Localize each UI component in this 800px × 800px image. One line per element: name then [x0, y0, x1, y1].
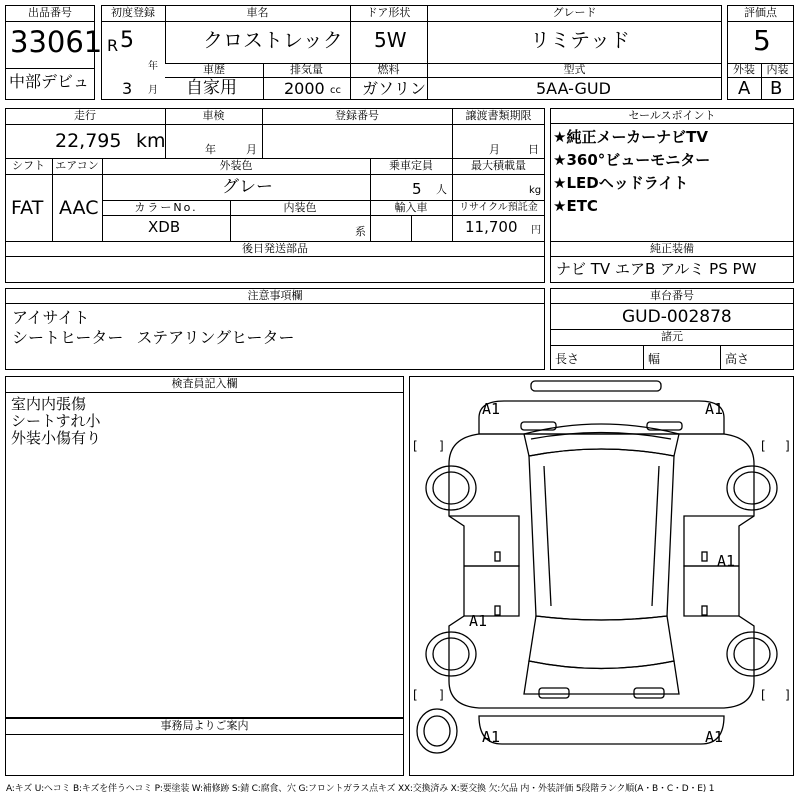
sales-point-3: ★LEDヘッドライト [553, 174, 689, 192]
mark-right-front-door: A1 [717, 552, 736, 570]
mark-rear-left: A1 [482, 728, 501, 746]
capacity-unit: 人 [436, 183, 447, 196]
era-label: R [107, 36, 119, 55]
svg-text:[: [ [413, 688, 418, 702]
transfer-day-unit: 日 [528, 143, 539, 156]
chassis-value: GUD-002878 [622, 307, 732, 327]
recycle-value: 11,700 [465, 218, 518, 236]
history-header: 車歴 [203, 63, 225, 76]
width-label: 幅 [648, 352, 661, 366]
model-code-value: 5AA-GUD [536, 79, 611, 98]
mileage-unit: km [136, 130, 166, 152]
interior-grade-header: 内装 [766, 63, 789, 76]
svg-text:]: ] [439, 688, 444, 702]
color-no-header: カラーNo. [134, 201, 198, 214]
notes-line-2: シートヒーター ステアリングヒーター [12, 328, 295, 347]
transfer-month-unit: 月 [489, 143, 500, 156]
door-type-header: ドア形状 [366, 6, 411, 19]
grade-value: リミテッド [530, 28, 630, 52]
vehicle-damage-diagram [409, 376, 794, 776]
exterior-color-header: 外装色 [219, 159, 253, 172]
registration-header: 登録番号 [335, 109, 379, 122]
import-header: 輸入車 [394, 201, 428, 214]
month-value: 3 [122, 79, 133, 98]
genuine-equipment-value: ナビ TV エアB アルミ PS PW [556, 260, 757, 278]
svg-text:]: ] [439, 439, 444, 453]
model-code-header: 型式 [563, 63, 586, 76]
grade-header: グレード [552, 6, 597, 19]
mark-left-front-door: A1 [469, 612, 488, 630]
interior-color-header: 内装色 [283, 201, 317, 214]
score-value: 5 [753, 24, 771, 57]
svg-text:]: ] [785, 688, 790, 702]
legend-text: A:キズ U:ヘコミ B:キズを伴うヘコミ P:要塗装 W:補修跡 S:錆 C:腐食、穴 G:フロントガラス点キズ XX:交換済み X:要交換 欠:欠品 内・外装評価 5段階ランク順(A・B・C・D・E) 1 [6, 784, 715, 794]
exterior-color-value: グレー [222, 177, 273, 197]
year-unit: 年 [148, 61, 158, 72]
mileage-header: 走行 [74, 109, 96, 122]
svg-text:]: ] [785, 439, 790, 453]
displacement-header: 排気量 [290, 63, 323, 76]
fuel-header: 燃料 [377, 63, 400, 76]
genuine-equipment-header: 純正装備 [650, 242, 694, 255]
color-no-value: XDB [148, 218, 181, 236]
notes-header: 注意事項欄 [5, 288, 545, 304]
lot-number-header: 出品番号 [5, 5, 95, 22]
displacement-value: 2000 [284, 79, 325, 98]
car-name-header: 車名 [246, 6, 269, 19]
mark-rear-right: A1 [705, 728, 724, 746]
car-name-value: クロストレック [203, 28, 343, 52]
mark-front-left: A1 [482, 400, 501, 418]
venue-name: 中部デビュ [9, 72, 90, 91]
recycle-header: リサイクル預託金 [459, 202, 538, 213]
interior-color-unit: 系 [355, 225, 366, 238]
svg-text:[: [ [413, 439, 418, 453]
sales-point-1: ★純正メーカーナビTV [553, 128, 708, 146]
fuel-value: ガソリン [362, 79, 427, 98]
recycle-unit: 円 [531, 225, 541, 236]
inspection-header: 車検 [202, 109, 225, 122]
interior-grade-value: B [770, 78, 783, 99]
office-header: 事務局よりご案内 [5, 718, 404, 735]
inspector-header: 検査員記入欄 [5, 376, 404, 393]
aircon-value: AAC [59, 197, 99, 219]
door-type-value: 5W [374, 28, 407, 52]
svg-text:[: [ [761, 439, 766, 453]
displacement-unit: cc [330, 85, 341, 96]
sales-point-2: ★360°ビューモニター [553, 151, 711, 169]
inspector-line-2: シートすれ小 [11, 412, 101, 430]
sales-point-4: ★ETC [553, 197, 598, 215]
inspection-month-unit: 月 [246, 143, 257, 156]
dimensions-header: 諸元 [661, 330, 683, 343]
exterior-grade-header: 外装 [733, 63, 755, 76]
inspector-line-3: 外装小傷有り [11, 429, 102, 447]
max-load-header: 最大積載量 [471, 159, 526, 172]
shift-header: シフト [12, 159, 45, 172]
capacity-value: 5 [412, 180, 422, 198]
exterior-grade-value: A [738, 78, 751, 99]
score-header: 評価点 [727, 5, 794, 22]
mark-front-right: A1 [705, 400, 724, 418]
length-label: 長さ [555, 352, 580, 366]
shift-value: FAT [11, 197, 44, 219]
sales-points-header: セールスポイント [550, 108, 794, 124]
inspector-line-1: 室内内張傷 [11, 395, 87, 413]
month-unit: 月 [148, 85, 158, 96]
later-parts-header: 後日発送部品 [242, 242, 308, 255]
transfer-deadline-header: 譲渡書類期限 [465, 109, 532, 122]
history-value: 自家用 [186, 78, 237, 98]
lot-number: 33061 [10, 25, 103, 59]
load-unit: kg [529, 185, 542, 196]
inspection-year-unit: 年 [205, 143, 216, 156]
mileage-value: 22,795 [55, 130, 122, 152]
first-registration-header: 初度登録 [111, 6, 155, 19]
notes-line-1: アイサイト [12, 308, 90, 327]
svg-text:[: [ [761, 688, 766, 702]
year-value: 5 [120, 28, 134, 53]
chassis-header: 車台番号 [550, 288, 794, 304]
capacity-header: 乗車定員 [389, 159, 433, 172]
aircon-header: エアコン [55, 159, 99, 172]
height-label: 高さ [725, 352, 750, 366]
